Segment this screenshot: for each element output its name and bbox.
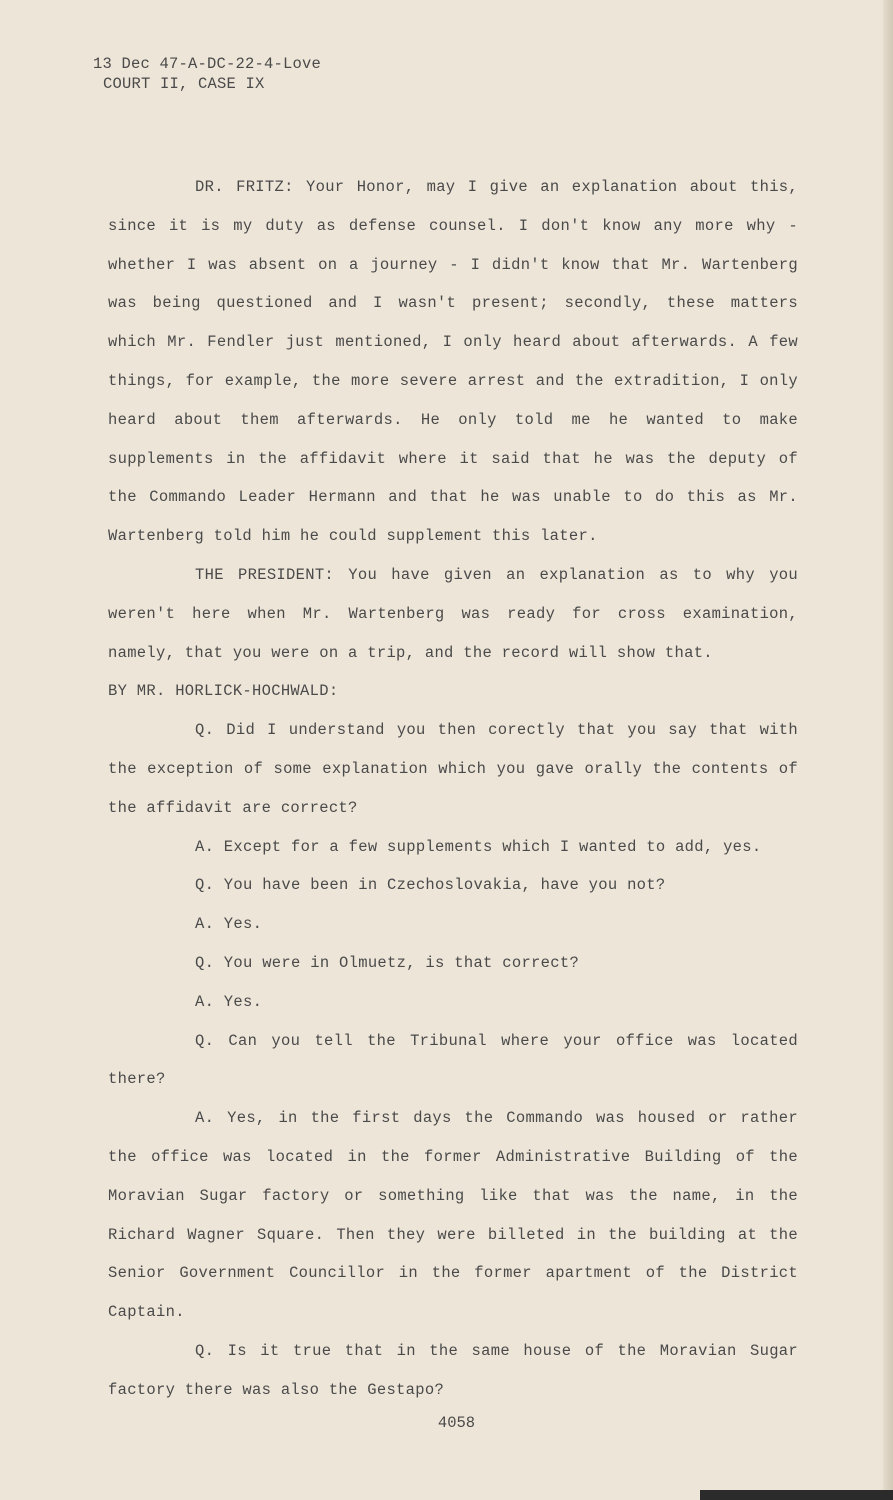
scan-edge-bottom	[700, 1490, 893, 1500]
examiner-label: BY MR. HORLICK-HOCHWALD:	[108, 682, 339, 701]
answer-supplements: A. Except for a few supplements which I wanted to add, yes.	[195, 837, 762, 856]
answer-yes-2: A. Yes.	[195, 992, 263, 1011]
transcript-body	[108, 168, 798, 1410]
answer-office-location: A. Yes, in the first days the Commando was housed or rather the office was located in the former Administrative Building of the Moravian Sugar factory or something like that was the name, in the Richard Wagner Square. Then they were billeted in the building at the Senior Government Councillor in the former apartment of the District Captain.	[108, 1109, 798, 1322]
question-czechoslovakia: Q. You have been in Czechoslovakia, have you not?	[195, 876, 666, 895]
answer-yes-1: A. Yes.	[195, 915, 263, 934]
question-office-location: Q. Can you tell the Tribunal where your office was located there?	[108, 1031, 798, 1089]
scan-edge-right	[883, 0, 893, 1500]
paragraph-president-statement: THE PRESIDENT: You have given an explanation as to why you weren't here when Mr. Wartenberg was ready for cross examination, namely, that you were on a trip, and the record will show that.	[108, 565, 798, 662]
page-number: 4058	[437, 1414, 476, 1432]
paragraph-fritz-statement: DR. FRITZ: Your Honor, may I give an explanation about this, since it is my duty as defense counsel. I don't know any more why - whether I was absent on a journey - I didn't know that Mr. Wartenberg was being questioned and I wasn't present; secondly, these matters which Mr. Fendler just mentioned, I only heard about afterwards. A few things, for example, the more severe arrest and the extradition, I only heard about them afterwards. He only told me he wanted to make supplements in the affidavit where it said that he was the deputy of the Commando Leader Hermann and that he was unable to do this as Mr. Wartenberg told him he could supplement this later.	[108, 178, 798, 546]
header-session-code: 13 Dec 47-A-DC-22-4-Love	[93, 55, 322, 73]
question-affidavit: Q. Did I understand you then corectly that you say that with the exception of some explanation which you gave orally the contents of the affidavit are correct?	[108, 721, 798, 817]
header-court-case: COURT II, CASE IX	[103, 75, 265, 93]
document-header	[93, 54, 321, 94]
question-gestapo: Q. Is it true that in the same house of the Moravian Sugar factory there was also the Gestapo?	[108, 1341, 798, 1399]
question-olmuetz: Q. You were in Olmuetz, is that correct?	[195, 953, 580, 972]
